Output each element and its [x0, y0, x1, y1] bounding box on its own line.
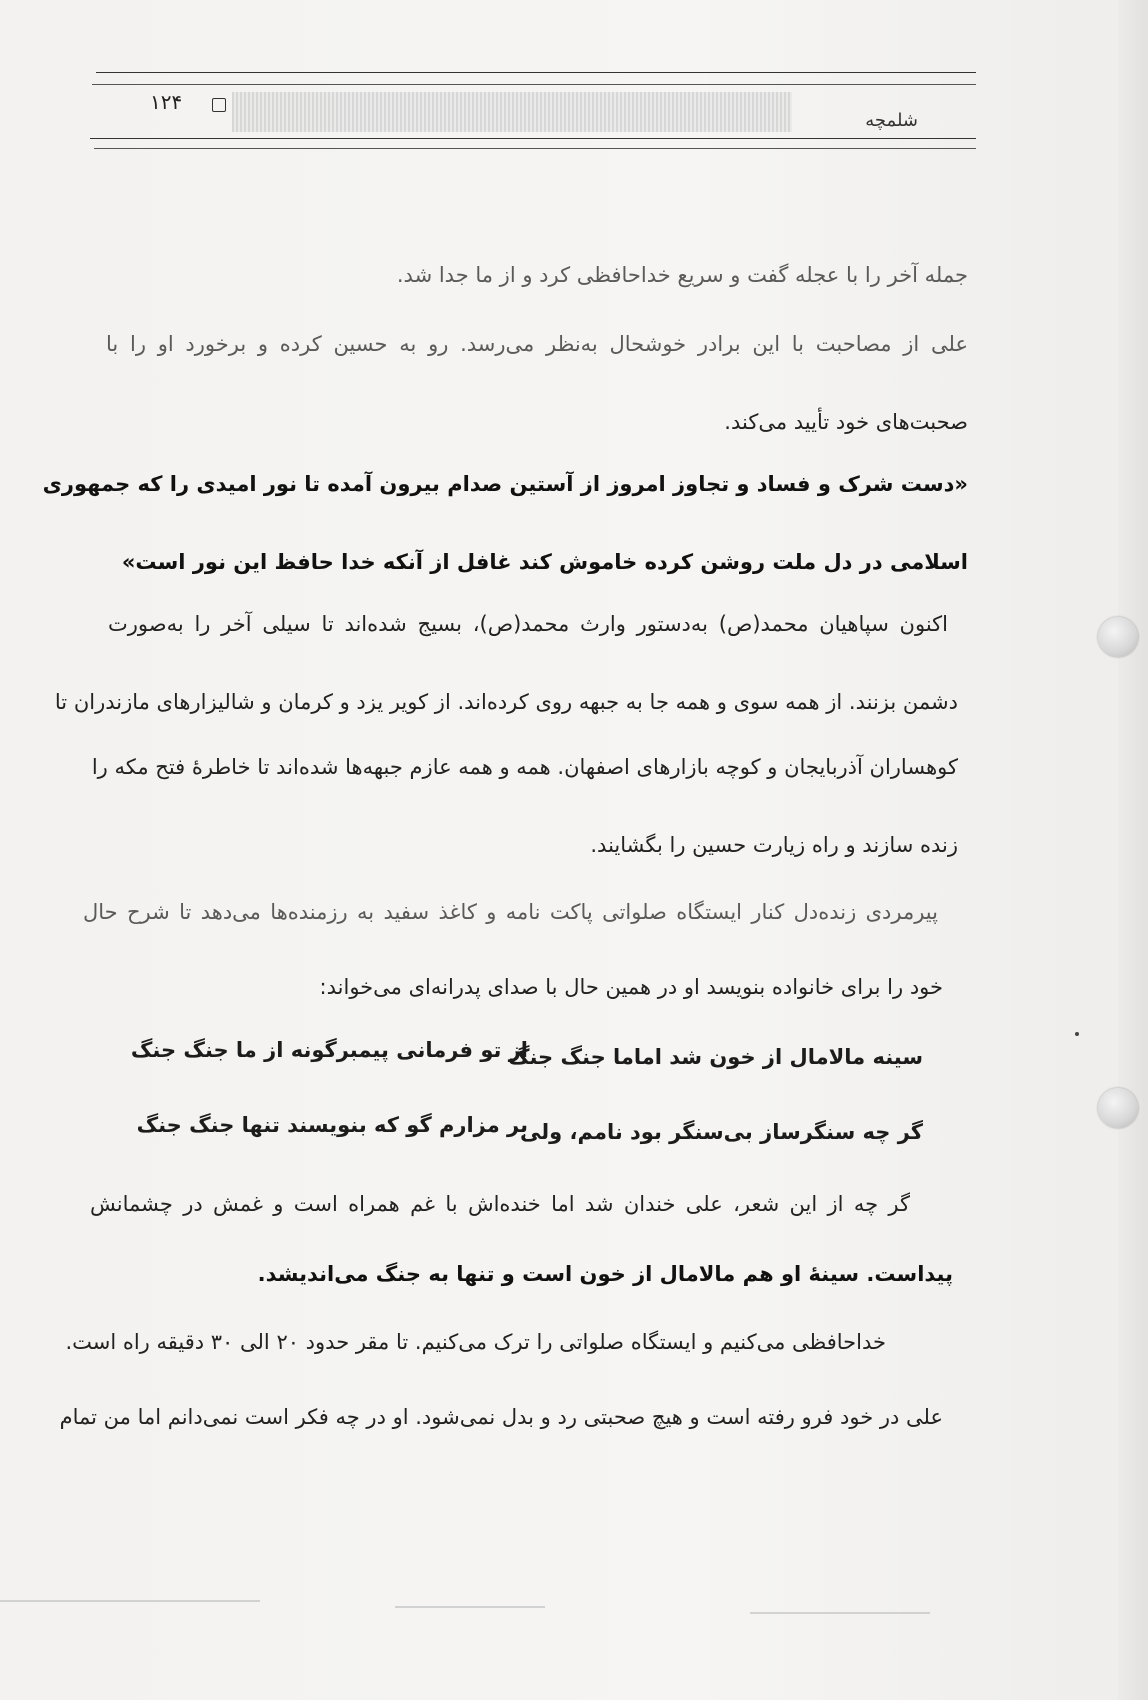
header-rule [92, 84, 976, 85]
quote-line: اسلامی در دل ملت روشن کرده خاموش کند غافل از آنکه خدا حافظ این نور است» [121, 550, 968, 574]
square-ornament-icon [212, 98, 226, 112]
scan-speck [1075, 1032, 1079, 1036]
header-rule [90, 138, 976, 139]
scan-smudge [0, 1600, 260, 1602]
body-line: دشمن بزنند. از همه سوی و همه جا به جبهه روی کرده‌اند. از کویر یزد و کرمان و شالیزارهای مازندران تا [54, 690, 958, 714]
body-line: پیرمردی زنده‌دل کنار ایستگاه صلواتی پاکت نامه و کاغذ سفید به رزمنده‌ها می‌دهد تا شرح حال [83, 900, 938, 924]
poem-hemistich-right: گر چه سنگرساز بی‌سنگر بود نامم، ولی [520, 1120, 923, 1144]
header-rule [96, 72, 976, 73]
body-line: جمله آخر را با عجله گفت و سریع خداحافظی کرد و از ما جدا شد. [396, 263, 968, 287]
poem-hemistich-right: سینه مالامال از خون شد اماما جنگ جنگ [507, 1045, 923, 1069]
page-number: ۱۲۴ [150, 90, 183, 114]
page-edge-shadow [1118, 0, 1148, 1700]
body-line: علی در خود فرو رفته است و هیچ صحبتی رد و بدل نمی‌شود. او در چه فکر است نمی‌دانم اما من تمام [59, 1405, 943, 1429]
binder-hole-top [1098, 617, 1138, 657]
body-line: علی از مصاحبت با این برادر خوشحال به‌نظر می‌رسد. رو به حسین کرده و برخورد او را با [106, 332, 968, 356]
body-line: صحبت‌های خود تأیید می‌کند. [724, 410, 968, 434]
scan-smudge [395, 1606, 545, 1608]
body-line: خود را برای خانواده بنویسد او در همین حال با صدای پدرانه‌ای می‌خواند: [319, 975, 943, 999]
body-line: پیداست. سینهٔ او هم مالامال از خون است و تنها به جنگ می‌اندیشد. [257, 1262, 953, 1286]
scan-smudge [750, 1612, 930, 1614]
body-line: اکنون سپاهیان محمد(ص) به‌دستور وارث محمد(ص)، بسیج شده‌اند تا سیلی آخر را به‌صورت [108, 612, 948, 636]
poem-hemistich-left: بر مزارم گو که بنویسند تنها جنگ جنگ [136, 1113, 528, 1137]
running-title: شلمچه [865, 110, 918, 131]
header-rule [94, 148, 976, 149]
body-line: کوهساران آذربایجان و کوچه بازارهای اصفهان. همه و همه عازم جبهه‌ها شده‌اند تا خاطرهٔ فتح مکه را [91, 755, 958, 779]
body-line: گر چه از این شعر، علی خندان شد اما خنده‌اش با غم همراه است و غمش در چشمانش [90, 1192, 910, 1216]
poem-hemistich-left: از تو فرمانی پیمبرگونه از ما جنگ جنگ [130, 1038, 528, 1062]
header-shaded-band [232, 92, 792, 132]
binder-hole-bottom [1098, 1088, 1138, 1128]
quote-line: «دست شرک و فساد و تجاوز امروز از آستین صدام بیرون آمده تا نور امیدی را که جمهوری [42, 472, 968, 496]
body-line: خداحافظی می‌کنیم و ایستگاه صلواتی را ترک می‌کنیم. تا مقر حدود ۲۰ الی ۳۰ دقیقه راه است. [65, 1330, 886, 1354]
body-line: زنده سازند و راه زیارت حسین را بگشایند. [590, 833, 958, 857]
